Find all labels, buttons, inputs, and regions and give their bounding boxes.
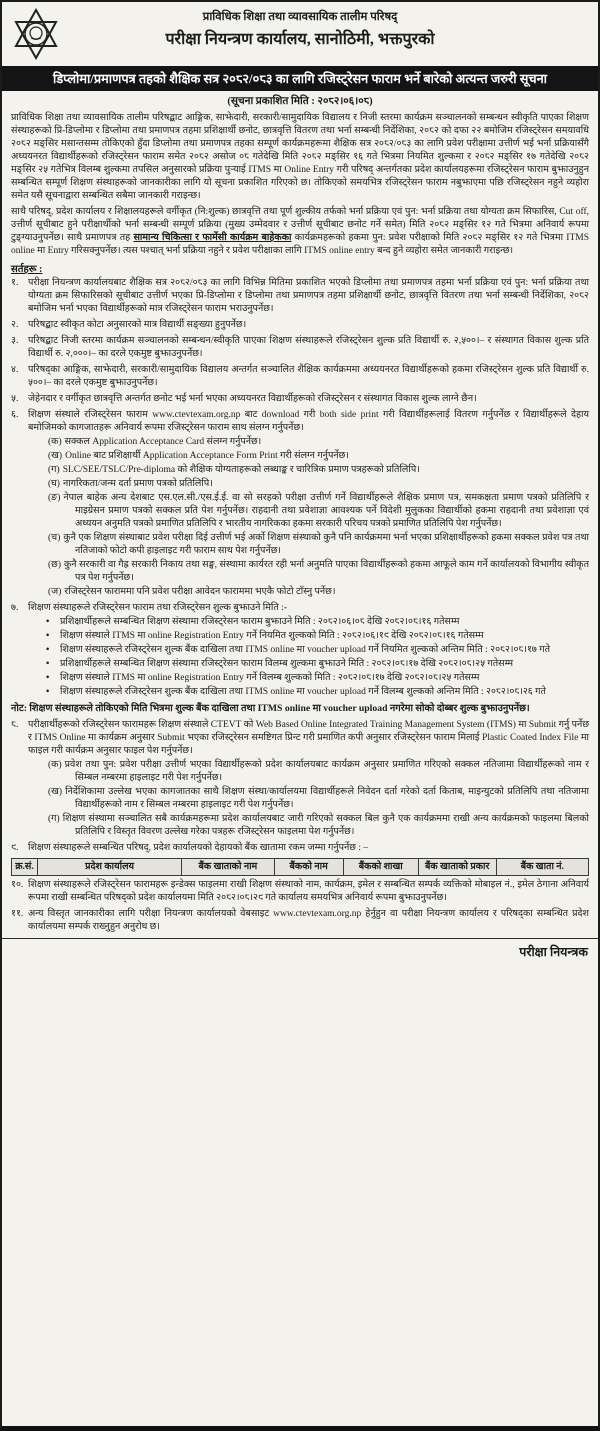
- sub-item-label: (ख): [48, 451, 63, 461]
- note-text: शिक्षण संस्थाहरूले तोकिएको मिति भित्रमा शुल्क बैंक दाखिला तथा ITMS online मा voucher upload नगरेमा सोको दोब्बर शुल्क बुझाउनुपर्नेछ।: [29, 703, 530, 714]
- sub-item: [28, 450, 589, 463]
- sub-item: [28, 478, 589, 491]
- terms-list-2: [11, 719, 589, 855]
- term-number: ४.: [11, 365, 19, 375]
- term-item: [11, 319, 589, 332]
- sub-item-text: SLC/SEE/TSLC/Pre-diploma को शैक्षिक योग्यताहरूको लब्धाङ्क र चारित्रिक प्रमाण पत्रहरूको प्रतिलिपि।: [62, 465, 420, 475]
- terms-heading: सर्तहरू :: [11, 264, 43, 275]
- table-header-cell: बैंक खाताको नाम: [182, 858, 274, 875]
- table-header-cell: बैंक खाताको प्रकार: [418, 858, 496, 875]
- term-number: १.: [11, 278, 19, 288]
- notice-title-banner: डिप्लोमा/प्रमाणपत्र तहको शैक्षिक सत्र २०८२/०८३ का लागि रजिस्ट्रेसन फाराम भर्ने बारेको अत्यन्त जरुरी सूचना: [2, 66, 598, 91]
- term-text: शिक्षण संस्थाहरूले रजिस्ट्रेसन फारामहरू इन्डेक्स फाइलमा राखी शिक्षण संस्थाको नाम, कार्यक्रम, इमेल र सम्बन्धित सम्पर्क व्यक्तिको मोबाइल नं., इमेल ठेगाना अनिवार्य रूपमा राखी सम्बन्धित परिषद्को प्रदेश कार्यालयमा मिति २०८२।०८।२९ गते कार्यालय समयभित्र अनिवार्य रूपमा बुझाउनुपर्नेछ।: [28, 880, 589, 903]
- bullet-text: शिक्षण संस्थाले ITMS मा online Registration Entry गर्ने विलम्ब शुल्कको मिति : २०८२।०८।१७ देखि २०८२।०८।२५ गतेसम्म: [60, 673, 480, 683]
- sub-item: [28, 436, 589, 449]
- bullet-text: शिक्षण संस्थाले ITMS मा online Registration Entry गर्ने नियमित शुल्कको मिति : २०८२।०६।१९ देखि २०८२।०८।१६ गतेसम्म: [60, 631, 484, 641]
- bullet-text: प्रशिक्षार्थीहरूले सम्बन्धित शिक्षण संस्थामा रजिस्ट्रेसन फाराम बुझाउने मिति : २०८२।०६।०८ देखि २०८२।०८।१६ गतेसम्म: [60, 617, 460, 627]
- term-number: ५.: [11, 394, 19, 404]
- table-header-cell: क्र.सं.: [12, 858, 38, 875]
- ctevt-star-emblem-icon: [12, 8, 60, 65]
- term-text: परीक्षा नियन्त्रण कार्यालयबाट शैक्षिक सत्र २०८२/०८३ का लागि विभिन्न मितिमा प्रकाशित भएको डिप्लोमा तथा प्रमाणपत्र तहमा भर्ना प्रक्रिया एवं पुन: भर्ना प्रक्रिया तथा योग्यता क्रम सिफारिसको सूचीबाट उत्तीर्ण भएका प्रि-डिप्लोमा र डिप्लोमा तथा प्रमाणपत्र तहमा प्रशिक्षार्थी छनोट, छात्रवृत्ति वितरण तथा भर्ना सम्बन्धी निर्देशिका, २०८२ बमोजिम भर्ना भएका विद्यार्थीहरूको मात्र रजिस्ट्रेसन फाराम भराउनुपर्नेछ।: [28, 278, 589, 314]
- term-text: परिषद्का आङ्गिक, साझेदारी, सरकारी/सामुदायिक विद्यालय अन्तर्गत सञ्चालित शैक्षिक कार्यक्रममा अध्ययनरत विद्यार्थीहरूको हकमा रजिस्ट्रेसन शुल्क प्रति विद्यार्थी रु. ५००।– का दरले एकमुष्ट बुझाउनुपर्नेछ।: [28, 365, 589, 388]
- term-item: [11, 879, 589, 905]
- signature-row: [2, 938, 598, 963]
- term-item: [11, 719, 589, 839]
- sub-item-label: (ग): [48, 465, 60, 475]
- term-item: [11, 277, 589, 316]
- sub-item: [28, 759, 589, 785]
- sub-item-label: (क): [48, 759, 62, 770]
- term-text: शिक्षण संस्थाहरूले रजिस्ट्रेसन फाराम तथा रजिस्ट्रेसन शुल्क बुझाउने मिति :-: [28, 603, 287, 613]
- sub-item-text: नेपाल बाहेक अन्य देशबाट एस.एल.सी./एस.ई.ई. वा सो सरहको परीक्षा उत्तीर्ण गर्ने विद्यार्थीहरूले शैक्षिक प्रमाण पत्र, समकक्षता प्रमाण पत्रको प्रतिलिपि र माइग्रेसन प्रमाण पत्रको सक्कल प्रति पेश गर्नुपर्नेछ। राहदानी तथा प्रवेशाज्ञा आवश्यक पर्ने विदेशी मुलुकका विद्यार्थीको हकमा राहदानी तथा प्रवेशाज्ञा एवं अध्ययन अनुमति पत्रको प्रमाणित प्रतिलिपि र भारतीय नागरिकका हकमा सरकारी परिचय पत्रको प्रमाणित प्रतिलिपि पेश गर्नुपर्नेछ।: [63, 493, 589, 529]
- bullet-text: प्रशिक्षार्थीहरूले सम्बन्धित शिक्षण संस्थामा रजिस्ट्रेसन फाराम विलम्ब शुल्कमा बुझाउने मिति : २०८२।०८।१७ देखि २०८२।०८।२५ गतेसम्म: [60, 659, 514, 669]
- term-number: १०.: [11, 880, 24, 890]
- term-text: जेहेनदार र वर्गीकृत छात्रवृत्ति अन्तर्गत छनोट भई भर्ना भएका अध्ययनरत विद्यार्थीहरूको रजिस्ट्रेसन र संस्थागत विकास शुल्क लाग्ने छैन।: [28, 394, 477, 404]
- org-name-line1: प्राविधिक शिक्षा तथा व्यावसायिक तालीम परिषद्: [202, 11, 398, 23]
- sub-item-text: सक्कल Application Acceptance Card संलग्न गर्नुपर्नेछ।: [64, 437, 262, 447]
- term-item: [11, 409, 589, 599]
- term-item: [11, 393, 589, 406]
- table-header-cell: बैंकको नाम: [274, 858, 343, 875]
- sub-item-text: निर्देशिकामा उल्लेख भएका कागजातका साथै शिक्षण संस्था/कार्यालयमा विद्यार्थीहरूले निवेदन दर्ता गरेको दर्ता किताब, माइन्युटको प्रतिलिपि तथा नतिजामा विद्यार्थीहरूको नाम र सिम्बल नम्बरमा हाइलाइट गरी पेश गर्नुपर्नेछ।: [65, 786, 589, 810]
- sub-item-label: (घ): [48, 479, 60, 489]
- sub-item-label: (ङ): [48, 493, 61, 503]
- sub-item-label: (ग): [48, 813, 60, 824]
- sub-item-text: शिक्षण संस्थामा सञ्चालित सबै कार्यक्रमहरूमा प्रदेश कार्यालयबाट जारी गरिएको सक्कल बिल कुनै एक कार्यक्रममा राखी अन्य कार्यक्रमको फाइलमा बिलको प्रतिलिपि र विस्तृत विवरण उल्लेख गरेका पत्रहरू रजिस्ट्रेसन फाइलमा पेश गर्नुपर्नेछ।: [62, 813, 589, 837]
- term-bullet-items: [28, 616, 589, 699]
- sub-item-text: कुनै सरकारी वा गैह्र सरकारी निकाय तथा सङ्घ, संस्थामा कार्यरत रही भर्ना अनुमति पाएका विद्यार्थीहरूको हकमा आफूले काम गर्ने कार्यालयको विभागीय स्वीकृत पत्र पेश गर्नुपर्नेछ।: [64, 560, 589, 583]
- bullet-item: [28, 658, 589, 671]
- bank-table-header-row: [12, 858, 589, 875]
- signature: परीक्षा नियन्त्रक: [519, 945, 588, 959]
- bank-table-head: [12, 858, 589, 875]
- bullet-text: शिक्षण संस्थाहरूले रजिस्ट्रेसन शुल्क बैंक दाखिला तथा ITMS online मा voucher upload गर्ने नियमित शुल्कको अन्तिम मिति : २०८२।०८।१७ गते: [60, 645, 550, 655]
- term-text: अन्य विस्तृत जानकारीका लागि परीक्षा नियन्त्रण कार्यालयको वेबसाइट www.ctevtexam.org.np हेर्नुहुन वा परीक्षा नियन्त्रण कार्यालय र परिषद्का सम्बन्धित प्रदेश कार्यालयमा सम्पर्क राख्नुहुन अनुरोध छ।: [28, 909, 589, 932]
- bullet-dot-icon: •: [46, 645, 50, 655]
- bullet-item: [28, 630, 589, 643]
- bullet-item: [28, 644, 589, 657]
- sub-item-text: रजिस्ट्रेसन फाराममा पनि प्रवेश परीक्षा आवेदन फाराममा भएकै फोटो टाँस्नु पर्नेछ।: [64, 587, 336, 597]
- bullet-dot-icon: •: [46, 659, 50, 669]
- sub-item: [28, 786, 589, 812]
- bullet-item: [28, 672, 589, 685]
- term-item: [11, 364, 589, 390]
- sub-item-label: (क): [48, 437, 62, 447]
- bullet-item: [28, 686, 589, 699]
- table-header-cell: बैंकको शाखा: [343, 858, 418, 875]
- intro-p2-before: साथै परिषद्, प्रदेश कार्यालय र शिक्षालयहरूले वर्गीकृत (नि:शुल्क) छात्रवृत्ति तथा पूर्ण शुल्कीय तर्फको भर्ना प्रक्रिया एवं पुन: भर्ना प्रक्रिया तथा योग्यता क्रम सिफारिस, Cut off, उत्तीर्ण सूचीबाट हुने परीक्षार्थीको भर्ना सम्बन्धी सम्पूर्ण प्रक्रिया (मुख्य उम्मेदवार र उत्तीर्ण सूचीबाट छनोट गर्ने समेत) मिति २०८२ मङ्सिर १२ गते भित्रमा अनिवार्य रूपमा टुङ्ग्याउनुपर्नेछ। साथै प्रमाणपत्र तह: [11, 207, 589, 243]
- term-number: ८.: [11, 719, 19, 730]
- sub-item: [28, 586, 589, 599]
- term-item: [11, 842, 589, 855]
- bank-accounts-table: [11, 858, 589, 876]
- document-header: [11, 6, 589, 62]
- intro-p2-after: कार्यक्रमहरूको हकमा पुन: प्रवेश परीक्षाको मिति २०८२ मङ्सिर १२ गते भित्रमा ITMS online मा Entry गरिसक्नुपर्नेछ। त्यस पश्चात् भर्ना प्रक्रिया नहुने र प्रवेश परीक्षाका लागि ITMS online entry बन्द हुने व्यहोरा समेत जानकारी गराइन्छ।: [11, 233, 590, 256]
- note-line: [11, 702, 589, 716]
- term-text: शिक्षण संस्थाहरूले सम्बन्धित परिषद्, प्रदेश कार्यालयको देहायको बैंक खातामा रकम जम्मा गर्नुपर्नेछ : –: [28, 842, 369, 853]
- bullet-dot-icon: •: [46, 687, 50, 697]
- sub-item-text: कुनै एक शिक्षण संस्थाबाट प्रवेश परीक्षा दिई उत्तीर्ण भई अर्को शिक्षण संस्थाको कुनै पनि कार्यक्रममा भर्ना भएका प्रशिक्षार्थीहरूको हकमा सक्कल प्रवेश पत्र तथा नतिजाको फोटो कपी हाइलाइट गरी फाराम साथ पेश गर्नुपर्नेछ।: [63, 533, 589, 556]
- intro-p2-emphasis: सामान्य चिकित्सा र फार्मेसी कार्यक्रम बाहेकका: [133, 233, 292, 243]
- bullet-item: [28, 616, 589, 629]
- org-name-line2: परीक्षा नियन्त्रण कार्यालय, सानोठिमी, भक्तपुरको: [165, 31, 435, 48]
- table-header-cell: बैंक खाता नं.: [496, 858, 588, 875]
- term-text: परिषद्बाट स्वीकृत कोटा अनुसारको मात्र विद्यार्थी सङ्ख्या हुनुपर्नेछ।: [28, 320, 247, 330]
- sub-item: [28, 532, 589, 558]
- terms-list-3: [11, 879, 589, 934]
- table-header-cell: प्रदेश कार्यालय: [37, 858, 181, 875]
- sub-item: [28, 559, 589, 585]
- sub-item: [28, 813, 589, 839]
- sub-item-text: Online बाट प्रशिक्षार्थी Application Acceptance Form Print गरी संलग्न गर्नुपर्नेछ।: [65, 451, 349, 461]
- term-text: शिक्षण संस्थाले रजिस्ट्रेसन फाराम www.ctevtexam.org.np बाट download गरी both side print गरी विद्यार्थीहरूलाई वितरण गर्नुपर्नेछ र विद्यार्थीहरूले देहाय बमोजिमको कागजातहरू अनिवार्य रूपमा रजिस्ट्रेसन फाराम साथ संलग्न गर्नुपर्नेछ।: [28, 410, 589, 433]
- term-sub-items: [28, 436, 589, 599]
- sub-item-label: (ख): [48, 786, 63, 797]
- intro-paragraph-1: प्राविधिक शिक्षा तथा व्यावसायिक तालीम परिषद्बाट आङ्गिक, साझेदारी, सरकारी/सामुदायिक विद्यालय र निजी स्तरमा कार्यक्रम सञ्चालनको सम्बन्धन स्वीकृति पाएका शिक्षण संस्थाहरूको प्रि-डिप्लोमा र डिप्लोमा तथा प्रमाणपत्र तहमा प्रशिक्षार्थी छनोट, छात्रवृत्ति वितरण तथा भर्ना सम्बन्धी निर्देशिका, २०८२ को दफा २२ बमोजिम रजिस्ट्रेसन समयावधि २०८२ मङ्सिर मसान्तसम्म तोकिएको हुँदा डिप्लोमा तथा प्रमाणपत्र तहका सम्पूर्ण कार्यक्रमहरूमा शैक्षिक सत्र २०८२/०८३ का लागि प्रवेश परीक्षामा उत्तीर्ण भई भर्ना प्रक्रियासँगै अध्ययनरत विद्यार्थीहरूको रजिस्ट्रेसन फाराम समेत २०८२ असोज ०८ गतेदेखि मिति २०८२ मङ्सिर १६ गते भित्रमा नियमित शुल्कमा र २०८२ मङ्सिर १७ गतेदेखि २०८२ मङ्सिर २५ गतेभित्र विलम्ब शुल्कमा तपसिल अनुसारको प्रक्रिया पुऱ्याई ITMS मा Online Entry गरी परिषद् अन्तर्गतका प्रदेश कार्यालयहरूमा रजिस्ट्रेसन फाराम बुझाउनुहुन सम्बन्धित सम्पूर्ण शिक्षण संस्थाहरूको जानकारीका लागि यो सूचना प्रकाशित गरिएको छ। तोकिएको समयभित्र रजिस्ट्रेसन फाराम नबुझाएमा पछि रजिस्ट्रेसन नहुने व्यहोरा समेत यसै सूचनाद्वारा सम्बन्धित सबैमा जानकारी गराइन्छ।: [11, 113, 589, 201]
- bullet-dot-icon: •: [46, 617, 50, 627]
- sub-item: [28, 464, 589, 477]
- term-number: ११.: [11, 909, 24, 919]
- published-date: (सूचना प्रकाशित मिति : २०८२।०६।०८): [227, 96, 373, 107]
- term-item: [11, 908, 589, 934]
- term-number: ७.: [11, 603, 19, 613]
- term-sub-items: [28, 759, 589, 839]
- intro-paragraph-2: [11, 206, 589, 258]
- sub-item-label: (च): [48, 533, 61, 543]
- term-item: [11, 602, 589, 699]
- term-number: ३.: [11, 336, 19, 346]
- sub-item-text: प्रवेश तथा पुन: प्रवेश परीक्षा उत्तीर्ण भएका विद्यार्थीहरूको प्रदेश कार्यालयबाट कार्यक्रम अनुसार प्रमाणित गरिएको सक्कल नतिजामा विद्यार्थीहरूको नाम र सिम्बल नम्बरमा हाइलाइट गरी पेश गर्नुपर्नेछ।: [64, 759, 589, 783]
- term-number: ९.: [11, 842, 19, 853]
- term-item: [11, 335, 589, 361]
- sub-item-label: (ज): [48, 587, 62, 597]
- term-text: परीक्षार्थीहरूको रजिस्ट्रेसन फारामहरू शिक्षण संस्थाले CTEVT को Web Based Online Integrated Training Management System (ITMS) मा Submit गर्नु पर्नेछ र ITMS Online मा कार्यक्रम अनुसार Submit भएका रजिस्ट्रेसन समष्टिगत प्रिन्ट गरी प्रमाणित कपी अनुसार रजिस्ट्रेसन फाराम मिलाई Plastic Coated Index File मा फाइल गरी कार्यक्रम अनुसार फाइल पेश गर्नुपर्नेछ।: [28, 719, 589, 756]
- terms-list-1: [11, 277, 589, 699]
- sub-item-text: नागरिकता/जन्म दर्ता प्रमाण पत्रको प्रतिलिपि।: [62, 479, 213, 489]
- bullet-dot-icon: •: [46, 631, 50, 641]
- term-number: ६.: [11, 410, 19, 420]
- note-label: नोट:: [11, 703, 27, 714]
- bullet-text: शिक्षण संस्थाहरूले रजिस्ट्रेसन शुल्क बैंक दाखिला तथा ITMS online मा voucher upload गर्ने विलम्ब शुल्कको अन्तिम मिति : २०८२।०८।२६ गते: [60, 687, 546, 697]
- term-text: परिषद्बाट निजी स्तरमा कार्यक्रम सञ्चालनको सम्बन्धन/स्वीकृति पाएका शिक्षण संस्थाहरूले रजिस्ट्रेसन शुल्क प्रति विद्यार्थी रु. २,५००।– र संस्थागत विकास शुल्क प्रति विद्यार्थी रु. २,०००।– का दरले एकमुष्ट बुझाउनुपर्नेछ।: [28, 336, 589, 359]
- sub-item-label: (छ): [48, 560, 61, 570]
- bullet-dot-icon: •: [46, 673, 50, 683]
- sub-item: [28, 492, 589, 531]
- term-number: २.: [11, 320, 19, 330]
